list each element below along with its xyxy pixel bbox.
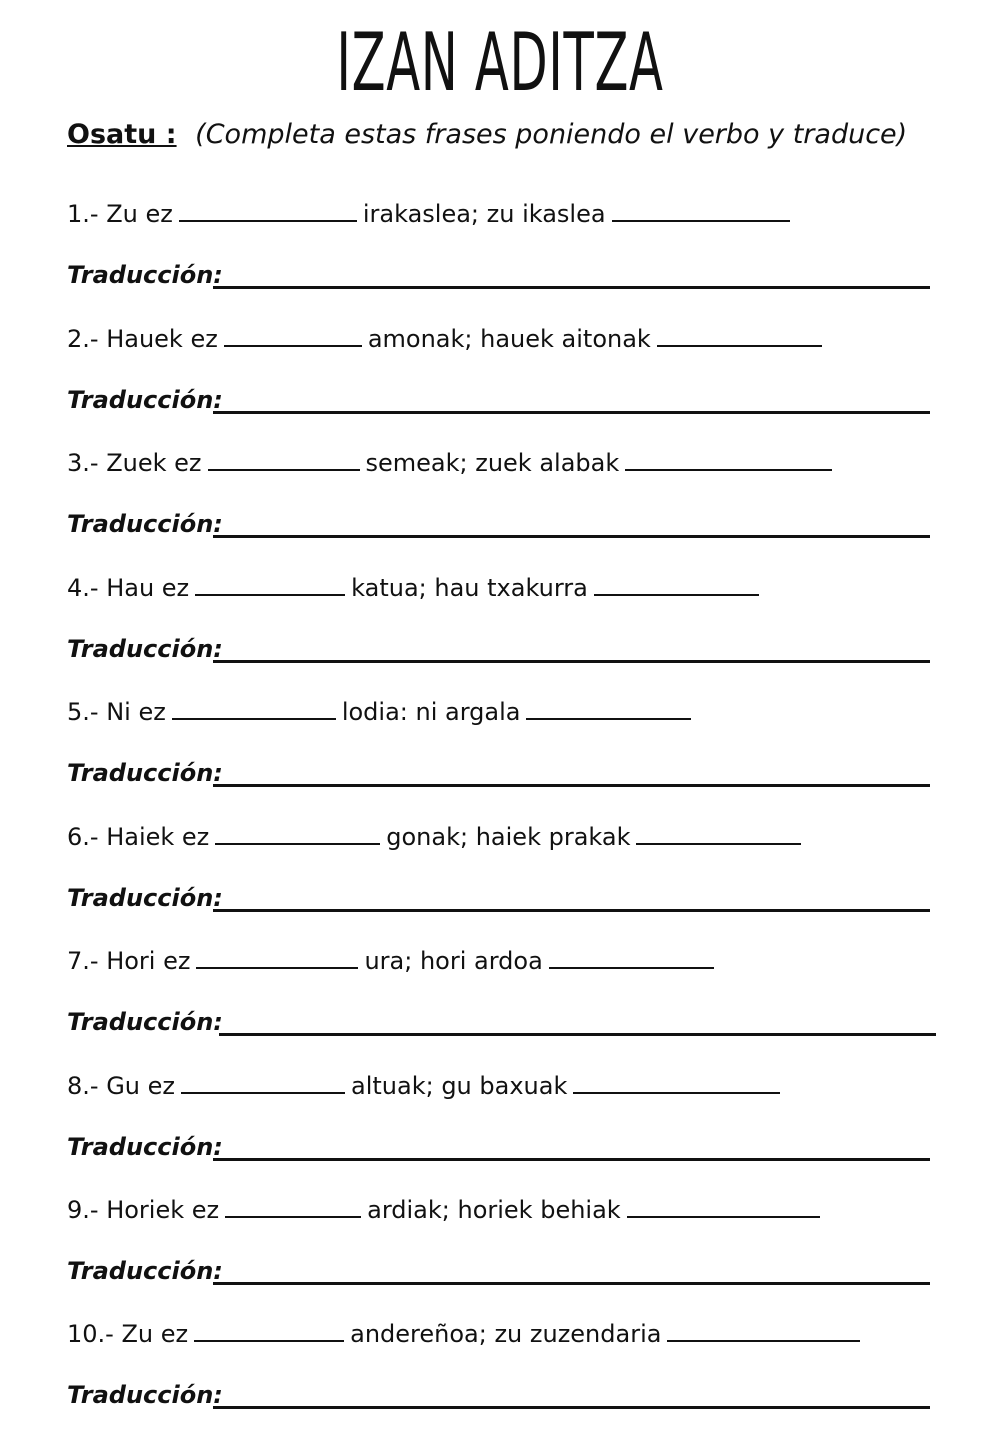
translation-row-5 <box>67 758 930 790</box>
translation-label: Traducción: <box>67 261 223 289</box>
translation-row-4 <box>67 634 930 666</box>
answer-blank-2[interactable] <box>526 696 691 720</box>
translation-row-10 <box>67 1380 930 1412</box>
question-2 <box>67 323 828 355</box>
question-prefix: 2.- Hauek ez <box>67 325 218 353</box>
translation-label: Traducción: <box>67 884 223 912</box>
translation-label: Traducción: <box>67 1257 223 1285</box>
translation-label: Traducción: <box>67 386 223 414</box>
question-middle: irakaslea; zu ikaslea <box>362 200 606 228</box>
question-prefix: 5.- Ni ez <box>67 698 166 726</box>
translation-label: Traducción: <box>67 510 223 538</box>
translation-answer-line[interactable] <box>213 411 930 414</box>
question-1 <box>67 198 796 230</box>
translation-answer-line[interactable] <box>213 784 930 787</box>
translation-row-3 <box>67 509 930 541</box>
translation-label: Traducción: <box>67 1381 223 1409</box>
question-prefix: 9.- Horiek ez <box>67 1196 220 1224</box>
answer-blank-1[interactable] <box>172 696 336 720</box>
answer-blank-1[interactable] <box>208 447 360 471</box>
answer-blank-1[interactable] <box>196 945 358 969</box>
question-prefix: 1.- Zu ez <box>67 200 173 228</box>
instructions-hint: (Completa estas frases poniendo el verbo y traduce) <box>195 119 908 150</box>
question-prefix: 6.- Haiek ez <box>67 823 210 851</box>
translation-label: Traducción: <box>67 1133 223 1161</box>
question-6 <box>67 821 807 853</box>
translation-row-8 <box>67 1132 930 1164</box>
translation-answer-line[interactable] <box>213 660 930 663</box>
answer-blank-2[interactable] <box>549 945 714 969</box>
translation-answer-line[interactable] <box>213 1158 930 1161</box>
answer-blank-2[interactable] <box>627 1194 820 1218</box>
question-prefix: 7.- Hori ez <box>67 947 191 975</box>
translation-row-6 <box>67 883 930 915</box>
question-4 <box>67 572 765 604</box>
question-middle: amonak; hauek aitonak <box>367 325 651 353</box>
question-prefix: 8.- Gu ez <box>67 1072 175 1100</box>
translation-label: Traducción: <box>67 1008 223 1036</box>
answer-blank-2[interactable] <box>667 1318 860 1342</box>
answer-blank-1[interactable] <box>195 572 345 596</box>
question-middle: andereñoa; zu zuzendaria <box>350 1320 662 1348</box>
answer-blank-1[interactable] <box>224 323 362 347</box>
translation-answer-line[interactable] <box>213 1406 930 1409</box>
question-3 <box>67 447 838 479</box>
question-9 <box>67 1194 826 1226</box>
answer-blank-1[interactable] <box>181 1070 345 1094</box>
answer-blank-1[interactable] <box>225 1194 361 1218</box>
question-prefix: 10.- Zu ez <box>67 1320 189 1348</box>
question-middle: katua; hau txakurra <box>351 574 588 602</box>
translation-row-9 <box>67 1256 930 1288</box>
translation-row-2 <box>67 385 930 417</box>
question-middle: altuak; gu baxuak <box>351 1072 568 1100</box>
instructions-label: Osatu : <box>67 119 177 150</box>
instructions <box>67 118 907 152</box>
translation-answer-line[interactable] <box>213 1282 930 1285</box>
answer-blank-2[interactable] <box>573 1070 780 1094</box>
question-prefix: 4.- Hau ez <box>67 574 190 602</box>
answer-blank-2[interactable] <box>657 323 822 347</box>
translation-answer-line[interactable] <box>219 1033 936 1036</box>
translation-label: Traducción: <box>67 759 223 787</box>
question-middle: semeak; zuek alabak <box>365 449 620 477</box>
translation-answer-line[interactable] <box>213 286 930 289</box>
translation-label: Traducción: <box>67 635 223 663</box>
answer-blank-2[interactable] <box>625 447 832 471</box>
answer-blank-2[interactable] <box>612 198 790 222</box>
translation-answer-line[interactable] <box>213 535 930 538</box>
answer-blank-2[interactable] <box>594 572 759 596</box>
question-middle: lodia: ni argala <box>341 698 521 726</box>
answer-blank-2[interactable] <box>636 821 801 845</box>
question-prefix: 3.- Zuek ez <box>67 449 202 477</box>
question-7 <box>67 945 720 977</box>
answer-blank-1[interactable] <box>179 198 357 222</box>
page-title: IZAN ADITZA <box>336 16 664 109</box>
question-10 <box>67 1318 866 1350</box>
translation-row-7 <box>67 1007 930 1039</box>
answer-blank-1[interactable] <box>194 1318 344 1342</box>
question-5 <box>67 696 697 728</box>
translation-row-1 <box>67 260 930 292</box>
question-middle: ura; hori ardoa <box>364 947 543 975</box>
translation-answer-line[interactable] <box>213 909 930 912</box>
question-middle: gonak; haiek prakak <box>386 823 631 851</box>
question-8 <box>67 1070 786 1102</box>
answer-blank-1[interactable] <box>215 821 380 845</box>
question-middle: ardiak; horiek behiak <box>367 1196 621 1224</box>
